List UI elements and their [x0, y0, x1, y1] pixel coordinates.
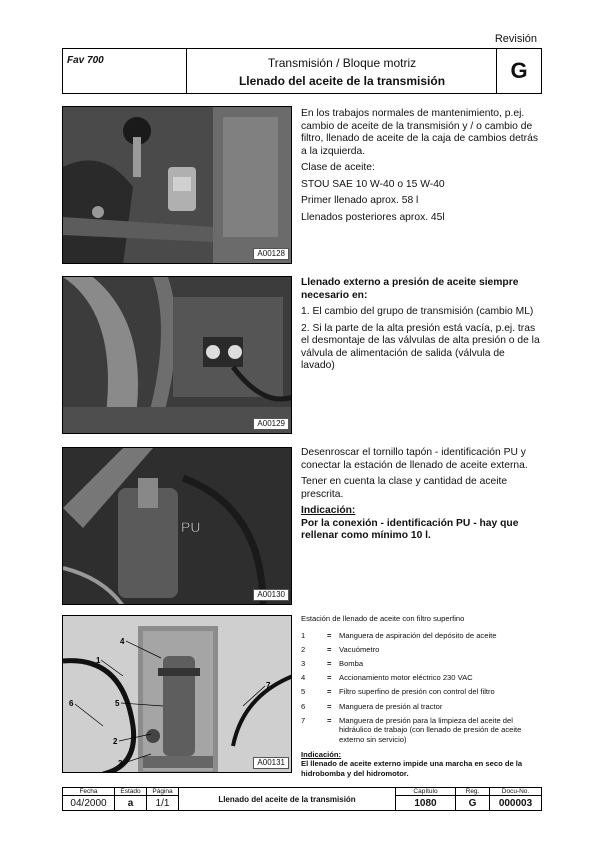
photo-gearbox-filler: [62, 106, 292, 264]
page-header: [62, 48, 542, 94]
footer-docno-label: Docu-No.: [490, 788, 542, 796]
footer-page-label: Página: [147, 788, 179, 796]
legend-description: Vacuómetro: [339, 644, 380, 654]
external-fill-heading: Llenado externo a presión de aceite siempre necesario en:: [301, 277, 519, 301]
unscrew-text: Desenroscar el tornillo tapón - identificación PU y conectar la estación de llenado de aceite externa.: [301, 447, 528, 471]
model-name: Fav 700: [63, 49, 187, 93]
footer-page: 1/1: [147, 796, 179, 811]
legend-description: Manguera de presión para la limpieza del aceite del hidráulico de trabajo (con llenado de presión de aceite externo sin servicio): [339, 715, 522, 744]
legend-equals: =: [327, 658, 332, 668]
footer-chapter: 1080: [396, 796, 456, 811]
legend-equals: =: [327, 630, 332, 640]
legend-number: 5: [301, 687, 306, 697]
page-footer: [62, 787, 542, 811]
case-2: 2. Si la parte de la alta presión está vacía, p.ej. tras el desmontaje de las válvulas de alta presión o de la válvula de alimentación de salida (válvula de lavado): [301, 322, 540, 371]
legend-description: Accionamiento motor eléctrico 230 VAC: [339, 673, 473, 683]
case-1: 1. El cambio del grupo de transmisión (cambio ML): [301, 306, 534, 317]
footer-date-label: Fecha: [63, 788, 115, 796]
photo-filling-station: [62, 615, 292, 773]
legend-number: 4: [301, 673, 306, 683]
pu-label: PU: [181, 519, 201, 535]
note-text: Por la conexión - identificación PU - hay que rellenar como mínimo 10 l.: [301, 517, 519, 541]
text-block-2: [301, 277, 541, 377]
legend-equals: =: [327, 673, 332, 683]
refill: Llenados posteriores aprox. 45l: [301, 211, 445, 223]
photo-pu-plug: [62, 447, 292, 605]
legend-item: [301, 645, 541, 655]
legend-caption: Estación de llenado de aceite con filtro superfino: [301, 614, 465, 623]
legend-description: Filtro superfino de presión con control del filtro: [339, 687, 495, 697]
photo-gearbox-filler-image: [63, 107, 292, 264]
legend-number: 1: [301, 630, 306, 640]
legend-number: 2: [301, 644, 306, 654]
note-label: Indicación:: [301, 505, 356, 516]
callout-2: 2: [113, 737, 118, 746]
page-subtitle: Llenado del aceite de la transmisión: [238, 74, 446, 88]
photo-code: A00129: [253, 418, 289, 430]
callout-5: 5: [115, 699, 120, 708]
photo-code: A00130: [253, 589, 289, 601]
legend-number: 3: [301, 658, 306, 668]
revision-label: Revisión: [494, 33, 537, 45]
legend-equals: =: [327, 701, 332, 711]
legend-number: 7: [301, 715, 306, 725]
page-title: Transmisión / Bloque motriz: [267, 56, 417, 70]
legend-number: 6: [301, 701, 306, 711]
legend-equals: =: [327, 644, 332, 654]
legend-note: El llenado de aceite externo impide una marcha en seco de la hidrobomba y del hidromotor.: [301, 759, 523, 778]
legend-item: [301, 687, 541, 697]
text-block-1: [301, 108, 541, 228]
callout-3: 3: [118, 759, 123, 768]
legend-item: [301, 631, 541, 641]
callout-4: 4: [120, 637, 125, 646]
header-title-block: [187, 49, 497, 93]
footer-reg: G: [456, 796, 490, 811]
photo-code: A00131: [253, 757, 289, 769]
text-block-3: [301, 447, 541, 547]
photo-pu-plug-image: [63, 448, 292, 605]
footer-chapter-label: Capítulo: [396, 788, 456, 796]
photo-transmission-block-image: [63, 277, 292, 434]
footer-reg-label: Reg.: [456, 788, 490, 796]
footer-docno: 000003: [490, 796, 542, 811]
photo-transmission-block: [62, 276, 292, 434]
legend-note-label: Indicación:: [301, 749, 342, 759]
section-letter: G: [496, 49, 541, 93]
photo-filling-station-image: [63, 616, 292, 773]
legend-equals: =: [327, 715, 332, 725]
legend-equals: =: [327, 687, 332, 697]
callout-7: 7: [266, 681, 271, 690]
callout-1: 1: [96, 656, 101, 665]
oil-check-text: Tener en cuenta la clase y cantidad de aceite prescrita.: [301, 476, 508, 500]
oil-spec: STOU SAE 10 W-40 o 15 W-40: [301, 178, 445, 190]
footer-date: 04/2000: [63, 796, 115, 811]
legend-item: [301, 716, 541, 745]
legend-item: [301, 702, 541, 712]
maintenance-text: En los trabajos normales de mantenimiento, p.ej. cambio de aceite de la transmisión y / o cambio de filtro, llenado de aceite de la caja de cambios detrás a la izquierda.: [301, 108, 538, 157]
legend-item: [301, 673, 541, 683]
footer-state: a: [115, 796, 147, 811]
footer-title: Llenado del aceite de la transmisión: [179, 788, 396, 811]
legend: [301, 614, 541, 778]
first-fill: Primer llenado aprox. 58 l: [301, 195, 419, 206]
callout-6: 6: [69, 699, 74, 708]
legend-description: Manguera de aspiración del depósito de aceite: [339, 630, 497, 640]
legend-description: Manguera de presión al tractor: [339, 701, 443, 711]
legend-item: [301, 659, 541, 669]
oil-class-label: Clase de aceite:: [301, 162, 375, 173]
footer-state-label: Estado: [115, 788, 147, 796]
legend-description: Bomba: [339, 658, 364, 668]
photo-code: A00128: [253, 248, 289, 260]
